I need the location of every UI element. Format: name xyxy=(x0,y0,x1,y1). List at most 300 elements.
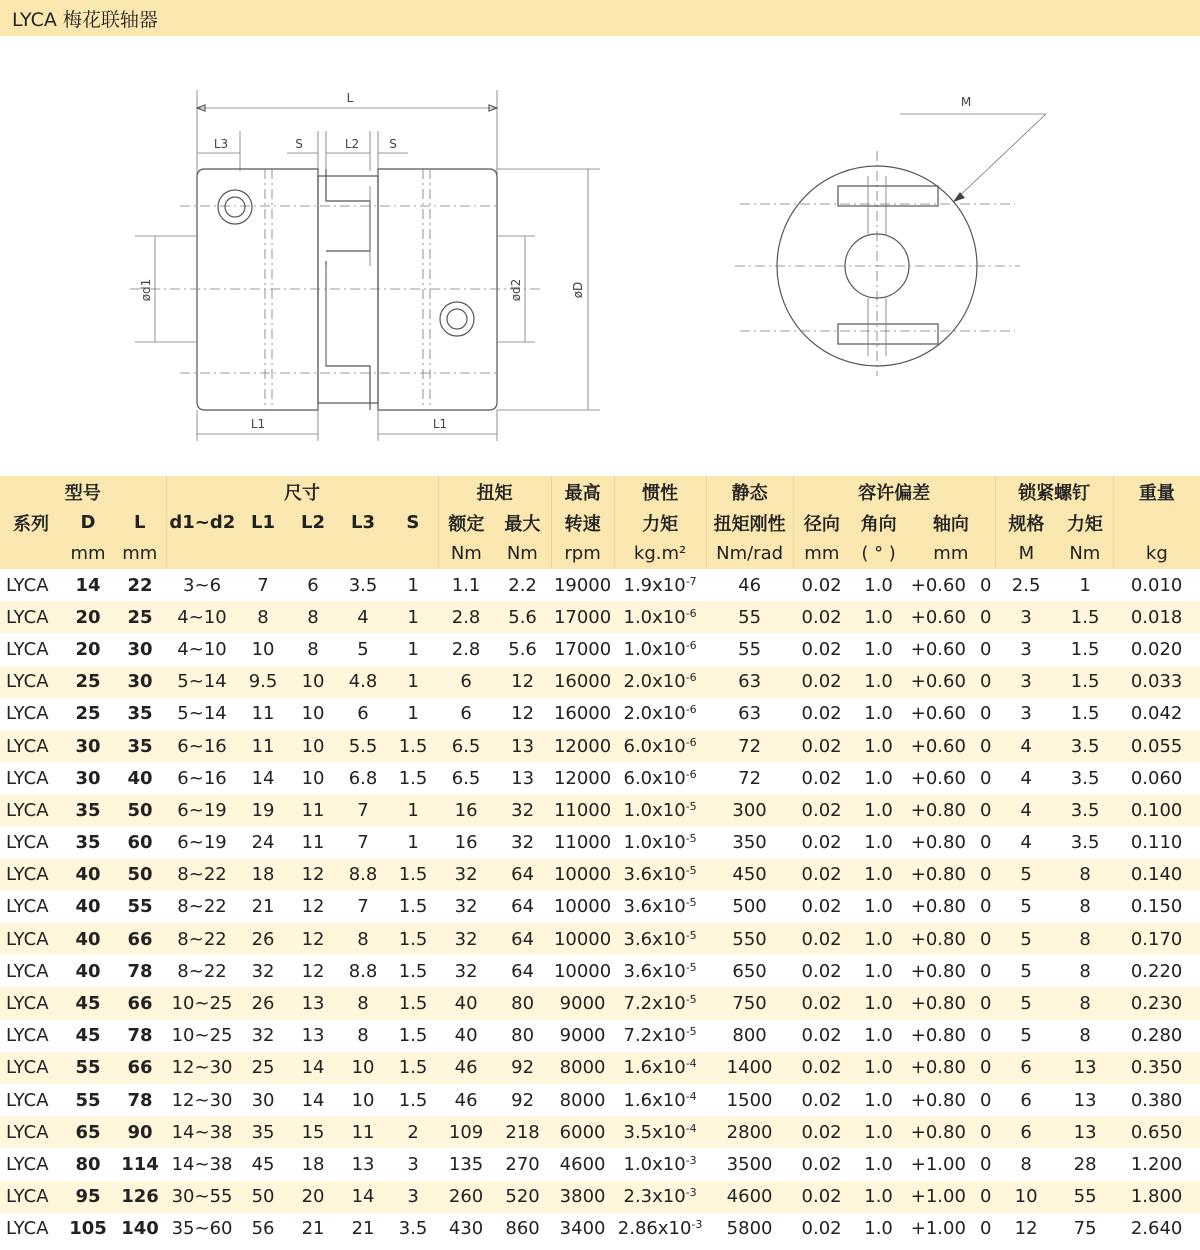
table-cell: 25 xyxy=(114,601,166,633)
table-cell: 11 xyxy=(288,794,338,826)
axial-minus: 0 xyxy=(979,928,992,950)
table-cell: 6~16 xyxy=(177,767,227,789)
axial-minus: 0 xyxy=(979,1153,992,1175)
table-cell: 40 xyxy=(454,1025,478,1047)
table-row xyxy=(0,827,1200,859)
inertia-exponent: -6 xyxy=(685,671,697,685)
table-row xyxy=(0,601,1200,633)
header-size: 尺寸 xyxy=(166,476,438,507)
table-cell: 66 xyxy=(114,923,166,955)
axial-minus: 0 xyxy=(979,1218,992,1240)
table-cell: 55 xyxy=(738,638,762,660)
table-cell: 66 xyxy=(114,987,166,1019)
table-cell: 1 xyxy=(1079,574,1091,596)
table-cell: 1.0 xyxy=(864,574,893,596)
table-cell: 135 xyxy=(448,1153,484,1175)
table-row xyxy=(0,987,1200,1019)
table-cell: 46 xyxy=(438,1052,494,1084)
subheader: L2 xyxy=(288,507,338,538)
table-cell: 30 xyxy=(114,666,166,698)
table-cell: 32 xyxy=(438,923,494,955)
inertia-cell xyxy=(614,569,706,601)
table-cell: 45 xyxy=(62,987,114,1019)
table-cell: 19000 xyxy=(553,574,612,596)
table-cell: 12 xyxy=(511,703,535,725)
inertia-base: 1.0x10 xyxy=(623,832,686,854)
unit-header: mm xyxy=(793,538,850,569)
subheader: L3 xyxy=(338,507,388,538)
table-cell: 10000 xyxy=(553,896,612,918)
table-cell: 0.02 xyxy=(801,638,842,660)
axial-minus: 0 xyxy=(979,767,992,789)
table-cell: 1.5 xyxy=(388,859,438,891)
subheader: 规格 xyxy=(995,507,1057,538)
table-cell: 30 xyxy=(127,638,153,660)
table-cell: 1 xyxy=(388,666,438,698)
inertia-base: 3.5x10 xyxy=(623,1121,686,1143)
inertia-cell xyxy=(614,859,706,891)
table-cell: 10 xyxy=(301,703,325,725)
table-cell: 1.5 xyxy=(398,1025,428,1047)
table-cell: 3 xyxy=(388,1181,438,1213)
axial-minus: 0 xyxy=(979,606,992,628)
table-cell: 35 xyxy=(75,832,101,854)
axial-tolerance-cell xyxy=(907,1148,995,1180)
table-cell: 0.02 xyxy=(801,574,842,596)
table-cell: 0.02 xyxy=(801,960,842,982)
table-cell: 0.060 xyxy=(1130,767,1183,789)
dim-L1-right: L1 xyxy=(432,417,448,431)
table-cell: 35 xyxy=(127,703,153,725)
table-cell: 5 xyxy=(995,859,1057,891)
table-cell: 8~22 xyxy=(166,859,238,891)
table-cell: 8 xyxy=(338,923,388,955)
table-cell: 60 xyxy=(127,832,153,854)
table-cell: 0.280 xyxy=(1130,1025,1183,1047)
inertia-cell xyxy=(614,1148,706,1180)
table-cell: 2.2 xyxy=(508,574,537,596)
table-cell: LYCA xyxy=(0,987,62,1019)
table-cell: 13 xyxy=(1057,1052,1113,1084)
table-cell: 0.018 xyxy=(1113,601,1200,633)
table-cell: 11 xyxy=(338,1116,388,1148)
inertia-exponent: -5 xyxy=(685,799,697,813)
table-cell: 18 xyxy=(301,1153,325,1175)
subheader: L xyxy=(114,507,166,538)
table-cell: 0.170 xyxy=(1113,923,1200,955)
table-cell: 550 xyxy=(706,923,793,955)
axial-minus: 0 xyxy=(979,574,992,596)
table-cell: 35 xyxy=(114,730,166,762)
table-cell: 6 xyxy=(460,703,472,725)
inertia-cell xyxy=(614,1052,706,1084)
axial-plus: +0.60 xyxy=(910,606,966,628)
table-cell: 92 xyxy=(511,1089,535,1111)
dim-S-left: S xyxy=(295,137,303,151)
table-cell: LYCA xyxy=(0,666,62,698)
unit-header: Nm xyxy=(494,538,551,569)
table-cell: 0.02 xyxy=(793,923,850,955)
table-cell: 55 xyxy=(706,601,793,633)
table-cell: 45 xyxy=(75,1025,101,1047)
subheader: 力矩 xyxy=(614,507,706,538)
inertia-base: 2.0x10 xyxy=(623,703,686,725)
table-cell: 13 xyxy=(351,1153,375,1175)
axial-plus: +0.80 xyxy=(910,1057,966,1079)
table-cell: 2800 xyxy=(706,1116,793,1148)
table-cell: 40 xyxy=(127,767,153,789)
table-cell: 0.02 xyxy=(801,767,842,789)
axial-plus: +0.60 xyxy=(910,767,966,789)
table-cell: 0.110 xyxy=(1130,832,1183,854)
table-row xyxy=(0,923,1200,955)
subheader: 转速 xyxy=(551,507,614,538)
table-cell: 0.350 xyxy=(1113,1052,1200,1084)
table-cell: 1.5 xyxy=(388,730,438,762)
table-cell: 1.0 xyxy=(864,638,893,660)
table-cell: 12~30 xyxy=(171,1089,233,1111)
table-cell: 0.02 xyxy=(793,1116,850,1148)
unit-header xyxy=(338,538,388,569)
table-cell: 8.8 xyxy=(348,960,378,982)
table-cell: 8 xyxy=(307,638,319,660)
unit-header: mm xyxy=(114,538,166,569)
end-view xyxy=(735,95,1046,376)
table-cell: LYCA xyxy=(0,1052,62,1084)
table-cell: 9000 xyxy=(559,1025,606,1047)
table-cell: 6 xyxy=(995,1052,1057,1084)
axial-minus: 0 xyxy=(979,671,992,693)
table-cell: 5 xyxy=(995,923,1057,955)
table-cell: 1.200 xyxy=(1130,1153,1183,1175)
inertia-base: 2.3x10 xyxy=(623,1186,686,1208)
table-cell: 8 xyxy=(1057,859,1113,891)
table-cell: 12000 xyxy=(553,767,612,789)
table-row xyxy=(0,569,1200,601)
table-cell: 1.0 xyxy=(850,601,907,633)
table-cell: 1.5 xyxy=(388,1052,438,1084)
table-cell: 6~16 xyxy=(166,730,238,762)
table-cell: 6 xyxy=(307,574,319,596)
header-screw: 锁紧螺钉 xyxy=(995,476,1113,507)
table-cell: 14~38 xyxy=(166,1116,238,1148)
table-cell: 300 xyxy=(706,794,793,826)
table-cell: 11000 xyxy=(551,794,614,826)
table-cell: 0.02 xyxy=(801,703,842,725)
table-cell: 78 xyxy=(127,1089,153,1111)
inertia-exponent: -5 xyxy=(685,896,697,910)
axial-plus: +1.00 xyxy=(910,1186,966,1208)
inertia-base: 1.0x10 xyxy=(623,1153,686,1175)
table-cell: 6 xyxy=(995,1116,1057,1148)
table-cell: 35~60 xyxy=(171,1218,233,1240)
table-cell: 6 xyxy=(357,703,369,725)
table-cell: 45 xyxy=(251,1153,275,1175)
inertia-cell xyxy=(614,794,706,826)
table-cell: 26 xyxy=(238,987,288,1019)
table-cell: 126 xyxy=(114,1181,166,1213)
table-cell: 0.100 xyxy=(1113,794,1200,826)
table-cell: LYCA xyxy=(0,923,62,955)
table-cell: 5.5 xyxy=(338,730,388,762)
table-cell: 1.0 xyxy=(864,703,893,725)
table-cell: 8 xyxy=(1079,960,1091,982)
table-cell: 40 xyxy=(75,896,101,918)
axial-plus: +0.80 xyxy=(910,993,966,1015)
axial-plus: +0.60 xyxy=(910,638,966,660)
axial-plus: +0.80 xyxy=(910,1089,966,1111)
table-cell: 1.0 xyxy=(864,1218,893,1240)
table-cell: 0.380 xyxy=(1130,1089,1183,1111)
table-cell: LYCA xyxy=(0,730,62,762)
table-cell: 1.5 xyxy=(1070,638,1100,660)
table-cell: 0.150 xyxy=(1130,896,1183,918)
table-cell: 2.640 xyxy=(1130,1218,1183,1240)
inertia-base: 1.0x10 xyxy=(623,638,686,660)
table-cell: 5.6 xyxy=(494,601,551,633)
inertia-cell xyxy=(614,666,706,698)
table-cell: 95 xyxy=(62,1181,114,1213)
table-cell: 500 xyxy=(732,896,767,918)
table-cell: 0.220 xyxy=(1130,960,1183,982)
inertia-exponent: -4 xyxy=(685,1057,697,1071)
table-cell: 25 xyxy=(238,1052,288,1084)
axial-minus: 0 xyxy=(979,735,992,757)
table-cell: 10 xyxy=(351,1089,375,1111)
inertia-exponent: -3 xyxy=(685,1153,697,1167)
table-cell: 8 xyxy=(1020,1153,1032,1175)
axial-tolerance-cell xyxy=(907,891,995,923)
subheader: 轴向 xyxy=(907,507,995,538)
table-cell: 0.02 xyxy=(801,1218,842,1240)
unit-header xyxy=(288,538,338,569)
table-group-header-row xyxy=(0,476,1200,507)
table-cell: 10000 xyxy=(551,923,614,955)
axial-tolerance-cell xyxy=(907,955,995,987)
table-cell: 24 xyxy=(251,832,275,854)
inertia-base: 6.0x10 xyxy=(623,735,686,757)
table-row xyxy=(0,1020,1200,1052)
axial-minus: 0 xyxy=(979,960,992,982)
inertia-exponent: -6 xyxy=(685,703,697,717)
table-cell: 3.5 xyxy=(1070,832,1100,854)
subheader: 径向 xyxy=(793,507,850,538)
table-cell: 40 xyxy=(62,923,114,955)
table-cell: 7 xyxy=(257,574,269,596)
axial-plus: +0.80 xyxy=(910,928,966,950)
table-cell: 92 xyxy=(494,1052,551,1084)
table-row xyxy=(0,891,1200,923)
inertia-cell xyxy=(614,987,706,1019)
axial-minus: 0 xyxy=(979,832,992,854)
table-cell: 2 xyxy=(388,1116,438,1148)
table-cell: 0.010 xyxy=(1130,574,1183,596)
inertia-base: 3.6x10 xyxy=(623,864,686,886)
table-cell: 20 xyxy=(62,601,114,633)
table-cell: 64 xyxy=(494,923,551,955)
table-cell: 13 xyxy=(301,1025,325,1047)
subheader: 力矩 xyxy=(1057,507,1113,538)
axial-tolerance-cell xyxy=(907,987,995,1019)
table-cell: LYCA xyxy=(6,767,49,789)
table-cell: 0.230 xyxy=(1113,987,1200,1019)
header-static: 静态 xyxy=(706,476,793,507)
table-cell: 1.0 xyxy=(864,1089,893,1111)
table-cell: 140 xyxy=(121,1218,159,1240)
table-cell: 5 xyxy=(1020,960,1032,982)
table-cell: 3 xyxy=(407,1153,419,1175)
table-cell: 109 xyxy=(438,1116,494,1148)
table-cell: 10~25 xyxy=(166,987,238,1019)
table-cell: 13 xyxy=(511,767,535,789)
table-cell: 5.6 xyxy=(508,638,537,660)
table-cell: 17000 xyxy=(551,601,614,633)
axial-plus: +0.80 xyxy=(910,896,966,918)
table-cell: 64 xyxy=(511,896,535,918)
header-tolerance: 容许偏差 xyxy=(793,476,995,507)
table-cell: LYCA xyxy=(6,896,49,918)
axial-plus: +0.80 xyxy=(910,1025,966,1047)
table-cell: 14~38 xyxy=(171,1153,233,1175)
table-cell: 10 xyxy=(288,666,338,698)
table-row xyxy=(0,794,1200,826)
table-cell: 75 xyxy=(1073,1218,1097,1240)
table-cell: LYCA xyxy=(0,794,62,826)
table-cell: 2.8 xyxy=(451,638,481,660)
table-cell: 0.02 xyxy=(801,1089,842,1111)
table-cell: 8 xyxy=(238,601,288,633)
table-cell: 6~19 xyxy=(166,794,238,826)
table-cell: 8 xyxy=(357,1025,369,1047)
unit-header: kg.m² xyxy=(614,538,706,569)
table-cell: 860 xyxy=(505,1218,540,1240)
table-cell: 64 xyxy=(511,960,535,982)
table-cell: 16 xyxy=(438,794,494,826)
table-cell: 2.5 xyxy=(1011,574,1041,596)
table-cell: 7 xyxy=(357,832,369,854)
table-cell: 1500 xyxy=(726,1089,773,1111)
table-cell: 4~10 xyxy=(166,601,238,633)
table-cell: 6.8 xyxy=(348,767,378,789)
header-max: 最高 xyxy=(551,476,614,507)
table-cell: 40 xyxy=(62,859,114,891)
table-cell: 12 xyxy=(288,923,338,955)
inertia-base: 1.6x10 xyxy=(623,1057,686,1079)
table-cell: 7 xyxy=(357,896,369,918)
table-cell: 90 xyxy=(114,1116,166,1148)
axial-plus: +1.00 xyxy=(910,1153,966,1175)
table-cell: 8000 xyxy=(551,1052,614,1084)
table-cell: 18 xyxy=(238,859,288,891)
inertia-exponent: -5 xyxy=(685,993,697,1007)
inertia-exponent: -6 xyxy=(685,767,697,781)
axial-plus: +0.60 xyxy=(910,574,966,596)
inertia-cell xyxy=(614,633,706,665)
table-cell: 218 xyxy=(494,1116,551,1148)
table-cell: 21 xyxy=(351,1218,375,1240)
table-cell: 72 xyxy=(706,730,793,762)
table-cell: 6.5 xyxy=(451,767,481,789)
table-cell: 32 xyxy=(438,859,494,891)
table-cell: 15 xyxy=(288,1116,338,1148)
inertia-cell xyxy=(614,1181,706,1213)
inertia-base: 1.6x10 xyxy=(623,1089,686,1111)
table-cell: 55 xyxy=(62,1052,114,1084)
axial-tolerance-cell xyxy=(907,1116,995,1148)
table-cell: 1 xyxy=(407,703,419,725)
inertia-cell xyxy=(614,923,706,955)
inertia-base: 1.0x10 xyxy=(623,799,686,821)
table-cell: 26 xyxy=(238,923,288,955)
subheader: L1 xyxy=(238,507,288,538)
table-cell: 3.5 xyxy=(1057,794,1113,826)
table-cell: 30 xyxy=(251,1089,275,1111)
table-row xyxy=(0,1213,1200,1245)
table-row xyxy=(0,730,1200,762)
table-cell: 4 xyxy=(1020,832,1032,854)
axial-tolerance-cell xyxy=(907,1020,995,1052)
unit-header: ( ° ) xyxy=(850,538,907,569)
header-torque: 扭矩 xyxy=(438,476,551,507)
table-row xyxy=(0,955,1200,987)
table-cell: LYCA xyxy=(6,638,49,660)
table-cell: 50 xyxy=(114,859,166,891)
subheader: 额定 xyxy=(438,507,494,538)
table-cell: 3 xyxy=(995,666,1057,698)
table-cell: 30~55 xyxy=(166,1181,238,1213)
table-cell: 13 xyxy=(494,730,551,762)
table-cell: 1.0 xyxy=(850,794,907,826)
table-cell: 13 xyxy=(288,987,338,1019)
axial-tolerance-cell xyxy=(907,730,995,762)
dim-L: L xyxy=(346,91,354,105)
table-cell: 5 xyxy=(357,638,369,660)
table-cell: 0.02 xyxy=(801,832,842,854)
subheader: 扭矩刚性 xyxy=(706,507,793,538)
table-cell: 1.5 xyxy=(398,1089,428,1111)
table-cell: 80 xyxy=(511,1025,535,1047)
table-body xyxy=(0,569,1200,1245)
axial-tolerance-cell xyxy=(907,601,995,633)
inertia-cell xyxy=(614,1213,706,1245)
table-cell: 8 xyxy=(1057,923,1113,955)
title-bar xyxy=(0,0,1200,36)
table-cell: 350 xyxy=(732,832,767,854)
table-cell: 14 xyxy=(301,1089,325,1111)
table-cell: 12000 xyxy=(551,730,614,762)
inertia-base: 3.6x10 xyxy=(623,960,686,982)
inertia-cell xyxy=(614,730,706,762)
inertia-cell xyxy=(614,1116,706,1148)
table-cell: 30 xyxy=(75,767,101,789)
table-cell: 10 xyxy=(288,730,338,762)
axial-minus: 0 xyxy=(979,1186,992,1208)
table-cell: 35 xyxy=(62,794,114,826)
table-cell: 5 xyxy=(1020,1025,1032,1047)
table-cell: 9000 xyxy=(551,987,614,1019)
dim-L3: L3 xyxy=(213,137,229,151)
table-cell: 13 xyxy=(1057,1116,1113,1148)
table-cell: 1.5 xyxy=(398,896,428,918)
table-cell: 10~25 xyxy=(171,1025,233,1047)
table-cell: 16000 xyxy=(551,666,614,698)
axial-tolerance-cell xyxy=(907,1213,995,1245)
table-cell: 1.0 xyxy=(850,730,907,762)
inertia-exponent: -4 xyxy=(685,1121,697,1135)
table-cell: 4 xyxy=(995,794,1057,826)
axial-plus: +0.60 xyxy=(910,703,966,725)
table-cell: 0.02 xyxy=(793,1181,850,1213)
